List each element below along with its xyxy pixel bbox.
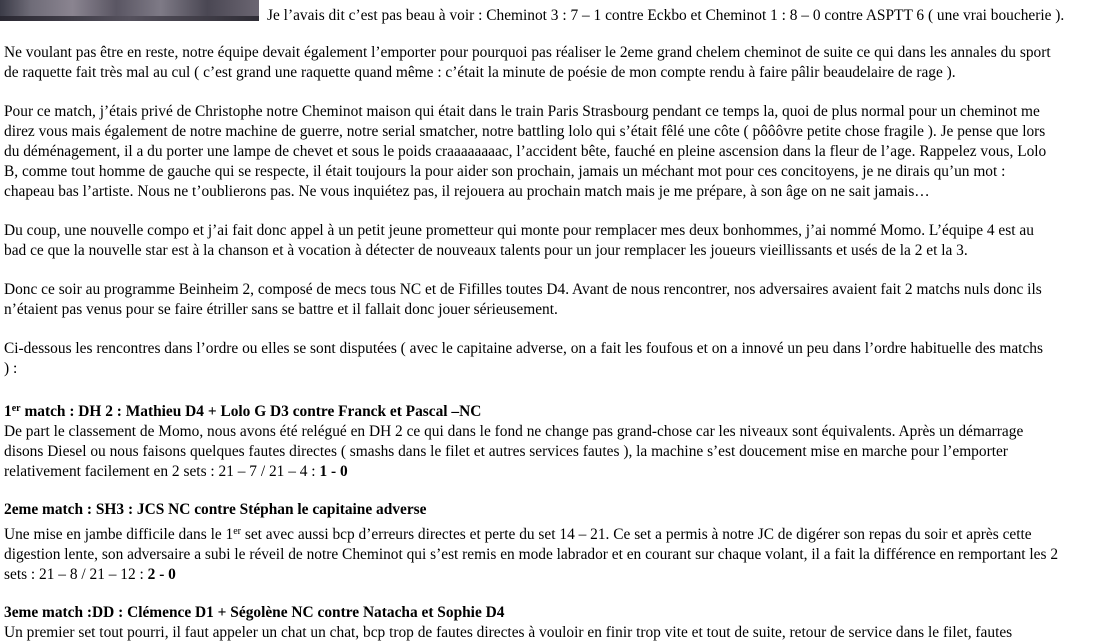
paragraph-line: chapeau bas l’artiste. Nous ne t’oublierons pas. Ne vous inquiétez pas, il rejouera au prochain match mais je me prépare, à son âge on ne sait jamais… xyxy=(4,183,930,200)
paragraph-line: B, comme tout homme de gauche qui se respecte, il était toujours la pour aider son prochain, jamais un méchant mot pour ces concitoyens, je ne dirais qu’un mot : xyxy=(4,163,1006,180)
paragraph-line: Du coup, une nouvelle compo et j’ai fait donc appel à un petit jeune prometteur qui monte pour remplacer mes deux bonhommes, j’ai nommé Momo. L’équipe 4 est au xyxy=(4,222,1034,239)
match3-line: Un premier set tout pourri, il faut appeler un chat un chat, bcp trop de fautes directes à vouloir en finir trop vite et tout de suite, retour de service dans le filet, fautes xyxy=(4,624,1013,641)
match3-heading: 3eme match :DD : Clémence D1 + Ségolène NC contre Natacha et Sophie D4 xyxy=(4,604,505,621)
match2-line1-b: set avec aussi bcp d’erreurs directes et perte du set 14 – 21. Ce set a permis à notre JC de digérer son repas du soir et après cette xyxy=(241,526,1032,543)
match2-line1-a: Une mise en jambe difficile dans le 1 xyxy=(4,526,234,543)
paragraph-line: Ci-dessous les rencontres dans l’ordre ou elles se sont disputées ( avec le capitaine adverse, on a fait les foufous et on a innové un peu dans l’ordre habituelle des matchs xyxy=(4,340,1043,357)
match2-heading: 2eme match : SH3 : JCS NC contre Stéphan le capitaine adverse xyxy=(4,501,427,518)
paragraph-line: n’étaient pas venus pour se faire étriller sans se battre et il fallait donc jouer sérieusement. xyxy=(4,301,558,318)
paragraph-line: de raquette fait très mal au cul ( c’est grand une raquette quand même : c’était la minute de poésie de mon compte rendu à faire pâlir beaudelaire de rage ). xyxy=(4,64,956,81)
match1-ordinal: er xyxy=(11,403,21,414)
match1-line: De part le classement de Momo, nous avons été relégué en DH 2 ce qui dans le fond ne change pas grand-chose car les niveaux sont équivalents. Après un démarrage xyxy=(4,423,1024,440)
paragraph-line: Ne voulant pas être en reste, notre équipe devait également l’emporter pour pourquoi pas réaliser le 2eme grand chelem cheminot de suite ce qui dans les annales du sport xyxy=(4,44,1051,61)
match1-score: 1 - 0 xyxy=(319,463,348,480)
match2-line1-sup: er xyxy=(233,526,242,537)
paragraph-line: bad ce que la nouvelle star est à la chanson et à vocation à détecter de nouveaux talents pour un jour remplacer les joueurs vieillissants et usés de la 2 et la 3. xyxy=(4,242,968,259)
paragraph-line: ) : xyxy=(4,360,18,377)
paragraph-line: Donc ce soir au programme Beinheim 2, composé de mecs tous NC et de Fifilles toutes D4. Avant de nous rencontrer, nos adversaires avaient fait 2 matchs nuls donc ils xyxy=(4,281,1042,298)
match1-heading xyxy=(4,402,1102,422)
match2-score: 2 - 0 xyxy=(147,566,176,583)
match1-line: disons Diesel ou nous faisons quelques fautes directes ( smashs dans le filet et autres services fautes ), la machine s’est doucement mise en marche pour l’emporter xyxy=(4,443,1008,460)
match1-title: match : DH 2 : Mathieu D4 + Lolo G D3 contre Franck et Pascal –NC xyxy=(20,403,482,420)
paragraph-line: direz vous mais également de notre machine de guerre, notre serial smatcher, notre battling lolo qui s’était fêlé une côte ( pôôôvre petite chose fragile ). Je pense que lors xyxy=(4,123,1046,140)
match2-line xyxy=(4,525,1102,545)
match2-result-line xyxy=(4,565,1102,585)
paragraph-line: Pour ce match, j’étais privé de Christophe notre Cheminot maison qui était dans le train Paris Strasbourg pendant ce temps la, quoi de plus normal pour un cheminot me xyxy=(4,103,1040,120)
match1-result-text: relativement facilement en 2 sets : 21 – 7 / 21 – 4 : xyxy=(4,463,320,480)
paragraph-line: du déménagement, il a du porter une lampe de chevet et sous le poids craaaaaaaac, l’accident bête, fauché en pleine ascension dans la fleur de l’age. Rappelez vous, Lolo xyxy=(4,143,1047,160)
header-photo xyxy=(0,0,259,21)
intro-line: Je l’avais dit c’est pas beau à voir : Cheminot 3 : 7 – 1 contre Eckbo et Cheminot 1 : 8 – 0 contre ASPTT 6 ( une vrai boucherie ). xyxy=(267,7,1065,24)
match1-number: 1 xyxy=(4,403,12,420)
match2-line: digestion lente, son adversaire a subi le réveil de notre Cheminot qui s’est remis en mode labrador et en courant sur chaque volant, il a fait la différence en remportant les 2 xyxy=(4,546,1059,563)
match2-result-text: sets : 21 – 8 / 21 – 12 : xyxy=(4,566,148,583)
match1-result-line xyxy=(4,462,1102,482)
